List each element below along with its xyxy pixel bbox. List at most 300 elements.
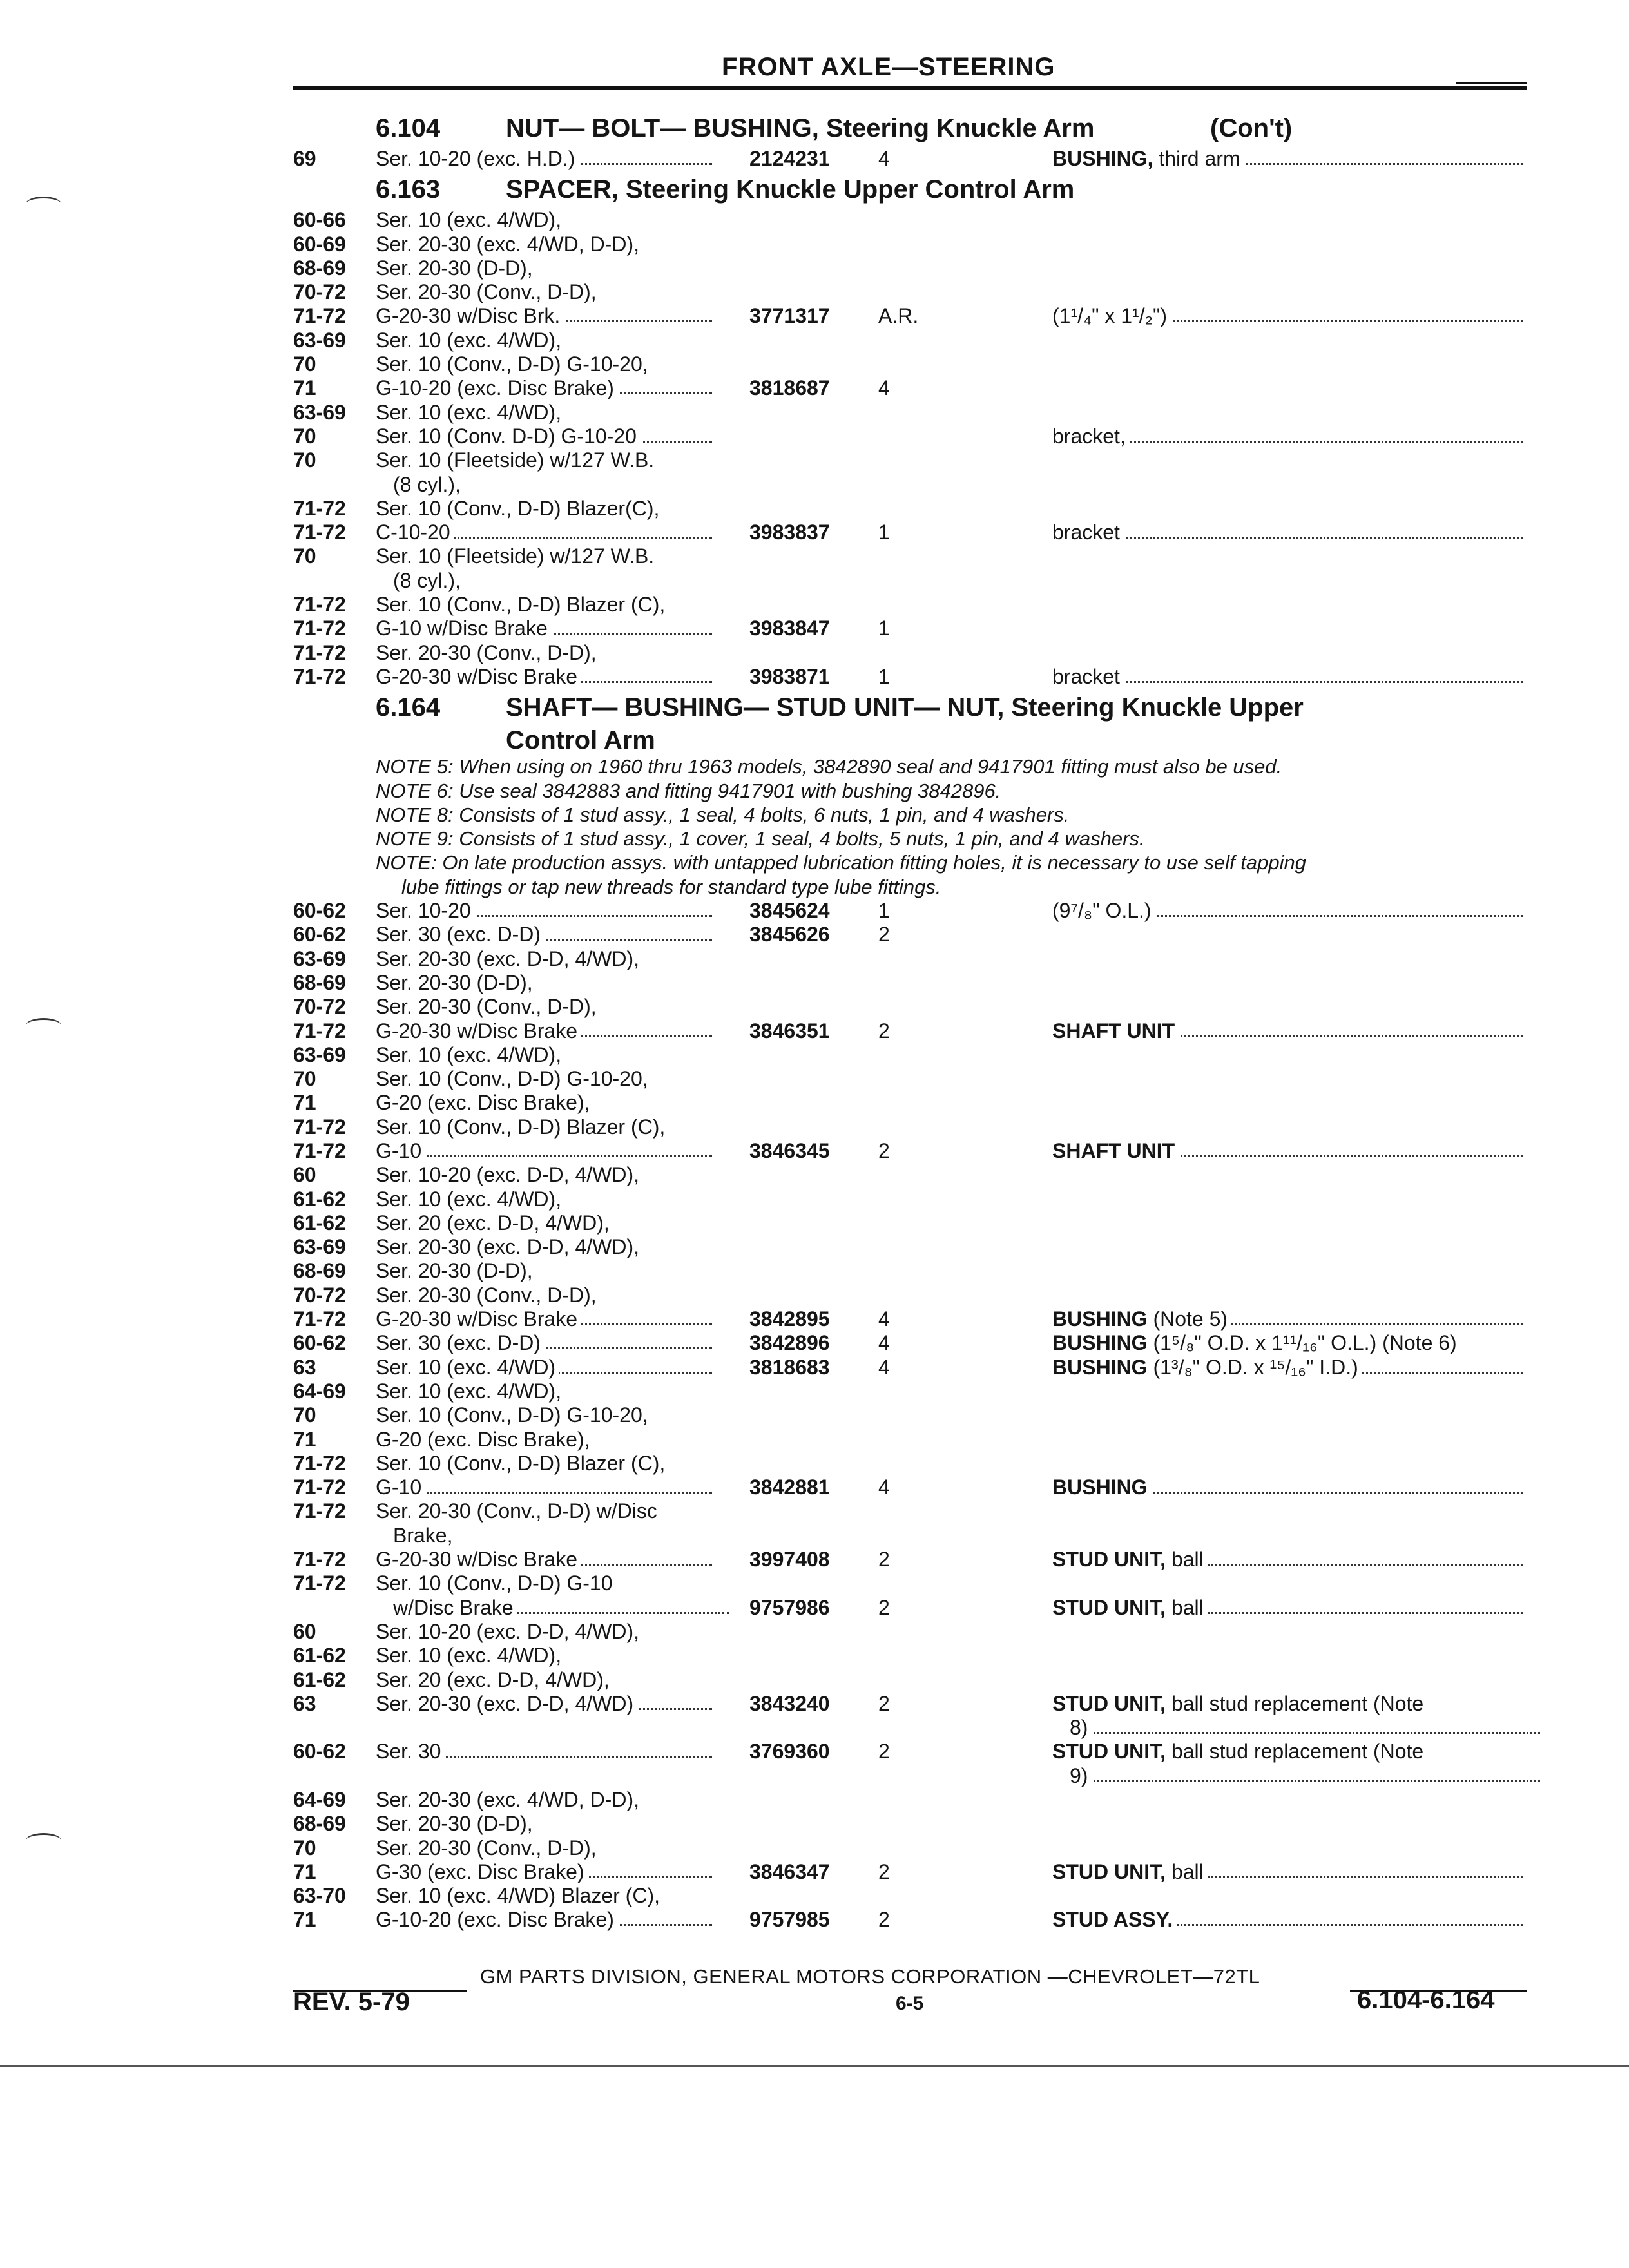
table-row [0, 473, 1629, 497]
part-description-text [1052, 1356, 1362, 1379]
part-detail: ball stud replacement (Note [1166, 1740, 1424, 1763]
part-description [1052, 1356, 1523, 1379]
application-description [376, 1860, 717, 1884]
section-heading [0, 689, 1629, 726]
table-row [0, 1356, 1629, 1379]
table-row [0, 899, 1629, 923]
application-text: Ser. 10 (Fleetside) w/127 W.B. [376, 448, 658, 472]
part-description [1052, 1860, 1523, 1884]
model-years: 70-72 [293, 280, 346, 304]
application-text: Ser. 10-20 (exc. D-D, 4/WD), [376, 1620, 643, 1643]
note-line [0, 850, 1629, 874]
part-description [1052, 665, 1523, 689]
application-description [376, 1908, 717, 1932]
punch-hole-mark [26, 1018, 61, 1033]
model-years: 64-69 [293, 1788, 346, 1811]
parts-list [0, 110, 1629, 1932]
table-row [0, 1187, 1629, 1211]
part-detail: (9⁷/₈" O.L.) [1052, 899, 1152, 923]
table-row [0, 1764, 1629, 1788]
table-row [0, 280, 1629, 304]
application-description [376, 448, 717, 472]
model-years: 68-69 [293, 1259, 346, 1283]
model-years: 70 [293, 424, 316, 448]
application-description [376, 1331, 717, 1355]
header-rule [293, 86, 1527, 90]
model-years: 71-72 [293, 1307, 346, 1331]
application-description [376, 1668, 717, 1692]
table-row [0, 1692, 1629, 1716]
part-description-text [1052, 1475, 1152, 1499]
application-text: Ser. 20-30 (D-D), [376, 256, 537, 280]
application-description [393, 569, 735, 593]
application-text: (8 cyl.), [393, 473, 465, 496]
application-description [376, 1259, 717, 1283]
application-text: Ser. 20-30 (Conv., D-D), [376, 641, 601, 664]
part-number: 3846345 [749, 1139, 830, 1162]
part-number: 9757985 [749, 1908, 830, 1932]
table-row [0, 1908, 1629, 1932]
application-text: Ser. 10 (exc. 4/WD), [376, 1187, 565, 1211]
application-text: G-20-30 w/Disc Brake [376, 1548, 581, 1571]
model-years: 71-72 [293, 1571, 346, 1595]
application-text: Ser. 10 (exc. 4/WD), [376, 1043, 565, 1066]
application-description [393, 1524, 735, 1548]
application-description [376, 1283, 717, 1307]
application-text: G-10 [376, 1139, 425, 1162]
table-row [0, 1379, 1629, 1403]
part-description-text [1052, 1860, 1208, 1883]
application-text: Ser. 10 (Conv. D-D) G-10-20 [376, 425, 641, 448]
model-years: 71-72 [293, 521, 346, 544]
table-row [0, 1524, 1629, 1548]
table-row [0, 1283, 1629, 1307]
quantity: 4 [878, 147, 890, 170]
model-years: 70 [293, 1067, 316, 1091]
part-number: 3771317 [749, 304, 830, 328]
part-detail: third arm [1153, 147, 1240, 170]
model-years: 60-62 [293, 899, 346, 923]
table-row [0, 544, 1629, 568]
application-description [376, 352, 717, 376]
model-years: 71-72 [293, 1115, 346, 1139]
table-row [0, 1211, 1629, 1235]
section-number: 6.163 [376, 175, 441, 204]
quantity: 2 [878, 1691, 890, 1715]
note-line [0, 827, 1629, 850]
model-years: 71 [293, 1091, 316, 1115]
part-description [1052, 899, 1523, 923]
part-description [1052, 1331, 1523, 1355]
part-description-text [1052, 1548, 1208, 1571]
quantity: 2 [878, 1019, 890, 1043]
part-name: BUSHING, [1052, 147, 1153, 170]
quantity: 4 [878, 1355, 890, 1379]
table-row [0, 1259, 1629, 1283]
note-text: NOTE 8: Consists of 1 stud assy., 1 seal, 4 bolts, 6 nuts, 1 pin, and 4 washers. [376, 803, 1070, 826]
note-line [0, 754, 1629, 778]
model-years: 71 [293, 1427, 316, 1451]
model-years: 71-72 [293, 593, 346, 617]
part-name: STUD UNIT, [1052, 1740, 1166, 1763]
part-description [1052, 1019, 1523, 1043]
application-description [376, 1644, 717, 1667]
quantity: 4 [878, 1475, 890, 1499]
application-description [376, 1499, 717, 1523]
application-text: Ser. 10 (Conv., D-D) Blazer (C), [376, 1115, 669, 1139]
model-years: 60 [293, 1619, 316, 1643]
part-detail: 8) [1070, 1716, 1088, 1740]
part-number: 3842896 [749, 1331, 830, 1355]
application-text: Ser. 20-30 (D-D), [376, 971, 537, 994]
model-years: 71 [293, 1908, 316, 1932]
part-detail: bracket [1052, 521, 1120, 544]
application-text: Ser. 10 (Conv., D-D) G-10 [376, 1571, 617, 1595]
table-row [0, 1620, 1629, 1644]
application-description [376, 376, 717, 400]
table-row [0, 1571, 1629, 1595]
application-text: Ser. 10 (Conv., D-D) G-10-20, [376, 1067, 652, 1090]
note-text: NOTE: On late production assys. with untapped lubrication fitting holes, it is necessary to use self tapping [376, 851, 1306, 874]
application-text: Ser. 10-20 (exc. H.D.) [376, 147, 579, 170]
application-description [376, 1019, 717, 1043]
model-years: 70 [293, 1836, 316, 1860]
part-detail: (1¹/₄" x 1¹/₂") [1052, 304, 1167, 328]
application-description [376, 1139, 717, 1163]
footer-page-number: 6-5 [896, 1993, 924, 2014]
application-description [376, 208, 717, 232]
model-years: 71-72 [293, 1499, 346, 1523]
part-description [1070, 1716, 1540, 1740]
table-row [0, 1668, 1629, 1692]
part-detail: (1⁵/₈" O.D. x 1¹¹/₁₆" O.L.) (Note 6) [1147, 1331, 1457, 1355]
model-years: 63-69 [293, 947, 346, 970]
table-row [0, 1091, 1629, 1115]
part-description [1052, 1139, 1523, 1163]
application-description [376, 1571, 717, 1595]
application-description [376, 593, 717, 617]
part-number: 3983871 [749, 664, 830, 688]
table-row [0, 1596, 1629, 1620]
application-description [376, 147, 717, 171]
part-description [1052, 1692, 1523, 1716]
quantity: 2 [878, 1740, 890, 1763]
application-text: G-10-20 (exc. Disc Brake) [376, 1908, 618, 1931]
part-description [1052, 1307, 1523, 1331]
part-description-text [1052, 1019, 1179, 1043]
table-row [0, 1403, 1629, 1427]
part-name: SHAFT UNIT [1052, 1019, 1175, 1043]
part-name: STUD UNIT, [1052, 1860, 1166, 1883]
quantity: 4 [878, 1331, 890, 1355]
section-title: SPACER, Steering Knuckle Upper Control Arm [506, 175, 1075, 204]
part-detail: (Note 5) [1147, 1307, 1228, 1331]
part-detail: 9) [1070, 1763, 1088, 1787]
application-text: Ser. 10 (Conv., D-D) G-10-20, [376, 1403, 652, 1427]
table-row [0, 1475, 1629, 1499]
application-description [376, 1091, 717, 1115]
quantity: 1 [878, 617, 890, 640]
application-text: Ser. 30 [376, 1740, 445, 1763]
footer-publisher: GM PARTS DIVISION, GENERAL MOTORS CORPORATION —CHEVROLET—72TL [480, 1965, 1260, 1988]
model-years: 68-69 [293, 1812, 346, 1836]
section-title: SHAFT— BUSHING— STUD UNIT— NUT, Steering Knuckle Upper [506, 693, 1304, 722]
model-years: 63-69 [293, 400, 346, 424]
application-text: Ser. 10 (exc. 4/WD) Blazer (C), [376, 1884, 664, 1907]
model-years: 61-62 [293, 1644, 346, 1667]
table-row [0, 1644, 1629, 1667]
application-description [376, 1187, 717, 1211]
part-number: 3842895 [749, 1307, 830, 1331]
part-name: STUD UNIT, [1052, 1691, 1166, 1715]
table-row [0, 233, 1629, 256]
part-name: BUSHING [1052, 1355, 1148, 1379]
application-text: Ser. 10 (exc. 4/WD), [376, 1644, 565, 1667]
section-heading [0, 171, 1629, 208]
part-description-text [1052, 1740, 1427, 1763]
part-name: BUSHING [1052, 1331, 1148, 1355]
table-row [0, 1307, 1629, 1331]
part-description-text [1070, 1716, 1092, 1739]
application-text: Ser. 10 (Conv., D-D) Blazer (C), [376, 1452, 669, 1475]
table-row [0, 1499, 1629, 1523]
header-rule-accent [1456, 82, 1527, 84]
model-years: 70 [293, 1403, 316, 1427]
table-row [0, 1716, 1629, 1740]
note-text: NOTE 9: Consists of 1 stud assy., 1 cover, 1 seal, 4 bolts, 5 nuts, 1 pin, and 4 washers. [376, 827, 1145, 850]
part-description-text [1052, 665, 1124, 688]
model-years: 64-69 [293, 1379, 346, 1403]
application-text: Ser. 20 (exc. D-D, 4/WD), [376, 1668, 613, 1691]
table-row [0, 995, 1629, 1019]
table-row [0, 1428, 1629, 1452]
application-text: w/Disc Brake [393, 1596, 517, 1619]
application-description [376, 1379, 717, 1403]
application-text: Brake, [393, 1524, 456, 1547]
model-years: 71-72 [293, 664, 346, 688]
part-name: STUD UNIT, [1052, 1595, 1166, 1619]
model-years: 60-62 [293, 1331, 346, 1355]
application-description [376, 425, 717, 448]
model-years: 70 [293, 448, 316, 472]
application-text: Ser. 20-30 (D-D), [376, 1259, 537, 1282]
model-years: 71 [293, 376, 316, 400]
model-years: 61-62 [293, 1211, 346, 1235]
model-years: 63 [293, 1355, 316, 1379]
model-years: 63 [293, 1691, 316, 1715]
table-row [0, 147, 1629, 171]
part-number: 9757986 [749, 1595, 830, 1619]
table-row [0, 1043, 1629, 1067]
application-description [376, 1620, 717, 1644]
part-detail: (1³/₈" O.D. x ¹⁵/₁₆" I.D.) [1147, 1355, 1358, 1379]
part-number: 3843240 [749, 1691, 830, 1715]
quantity: 2 [878, 923, 890, 947]
part-description-text [1052, 1692, 1427, 1715]
part-detail: bracket [1052, 664, 1120, 688]
application-description [376, 544, 717, 568]
part-number: 3818683 [749, 1355, 830, 1379]
application-text: Ser. 10 (exc. 4/WD), [376, 329, 565, 352]
application-description [376, 899, 717, 923]
scan-bottom-edge [0, 2065, 1629, 2067]
part-description-text [1052, 147, 1244, 170]
part-description-text [1052, 521, 1124, 544]
part-number: 3997408 [749, 1548, 830, 1571]
part-description [1052, 1740, 1523, 1763]
model-years: 69 [293, 147, 316, 170]
application-description [376, 1548, 717, 1571]
table-row [0, 1836, 1629, 1860]
part-description [1052, 425, 1523, 448]
model-years: 71-72 [293, 496, 346, 520]
part-name: SHAFT UNIT [1052, 1139, 1175, 1162]
quantity: 2 [878, 1860, 890, 1883]
model-years: 70 [293, 352, 316, 376]
part-description-text [1052, 304, 1171, 327]
application-description [376, 1163, 717, 1187]
page-header-title: FRONT AXLE—STEERING [722, 53, 1055, 81]
application-description [376, 1884, 717, 1908]
application-description [376, 280, 717, 304]
table-row [0, 1235, 1629, 1259]
part-number: 3842881 [749, 1475, 830, 1499]
table-row [0, 947, 1629, 971]
application-description [376, 233, 717, 256]
table-row [0, 665, 1629, 689]
part-number: 3846351 [749, 1019, 830, 1043]
model-years: 71-72 [293, 640, 346, 664]
application-text: G-20-30 w/Disc Brk. [376, 304, 564, 327]
model-years: 60-69 [293, 232, 346, 256]
application-description [376, 304, 717, 328]
model-years: 71-72 [293, 1548, 346, 1571]
application-description [376, 665, 717, 689]
application-description [376, 1428, 717, 1452]
application-text: Ser. 10-20 (exc. D-D, 4/WD), [376, 1163, 643, 1186]
application-description [376, 1403, 717, 1427]
application-description [376, 1067, 717, 1091]
section-number: 6.164 [376, 693, 441, 722]
table-row [0, 352, 1629, 376]
part-description-text [1052, 1908, 1177, 1931]
note-text: NOTE 6: Use seal 3842883 and fitting 9417901 with bushing 3842896. [376, 779, 1001, 802]
application-text: Ser. 10 (Conv., D-D) G-10-20, [376, 352, 652, 376]
application-description [376, 329, 717, 352]
part-number: 3818687 [749, 376, 830, 400]
quantity: 2 [878, 1908, 890, 1932]
part-description [1052, 1908, 1523, 1932]
part-number: 3983837 [749, 521, 830, 544]
model-years: 61-62 [293, 1187, 346, 1211]
quantity: A.R. [878, 304, 919, 328]
table-row [0, 1740, 1629, 1763]
application-text: Ser. 20-30 (exc. D-D, 4/WD) [376, 1692, 637, 1715]
quantity: 2 [878, 1548, 890, 1571]
model-years: 71-72 [293, 1139, 346, 1162]
application-text: G-10-20 (exc. Disc Brake) [376, 376, 618, 399]
footer-revision: REV. 5-79 [293, 1988, 410, 2016]
application-text: G-10 [376, 1475, 425, 1499]
model-years: 60-62 [293, 1740, 346, 1763]
application-text: Ser. 20-30 (exc. 4/WD, D-D), [376, 233, 643, 256]
part-description [1070, 1764, 1540, 1788]
quantity: 4 [878, 1307, 890, 1331]
part-detail: ball [1166, 1595, 1204, 1619]
application-text: Ser. 30 (exc. D-D) [376, 1331, 545, 1354]
application-text: G-20 (exc. Disc Brake), [376, 1428, 594, 1451]
model-years: 63-69 [293, 1235, 346, 1259]
table-row [0, 617, 1629, 640]
application-text: Ser. 20-30 (Conv., D-D), [376, 280, 601, 303]
model-years: 63-69 [293, 328, 346, 352]
table-row [0, 1860, 1629, 1884]
table-row [0, 401, 1629, 425]
application-text: G-30 (exc. Disc Brake) [376, 1860, 588, 1883]
model-years: 70-72 [293, 995, 346, 1019]
model-years: 71 [293, 1860, 316, 1883]
application-text: Ser. 20 (exc. D-D, 4/WD), [376, 1211, 613, 1235]
part-description [1052, 147, 1523, 171]
quantity: 1 [878, 899, 890, 923]
table-row [0, 329, 1629, 352]
application-text: G-20-30 w/Disc Brake [376, 1019, 581, 1043]
part-description-text [1070, 1764, 1092, 1787]
part-number: 3845624 [749, 899, 830, 923]
section-heading [0, 110, 1629, 147]
model-years: 71-72 [293, 617, 346, 640]
application-description [376, 641, 717, 665]
application-description [376, 1836, 717, 1860]
application-description [393, 473, 735, 497]
table-row [0, 376, 1629, 400]
table-row [0, 497, 1629, 521]
table-row [0, 569, 1629, 593]
part-name: BUSHING [1052, 1307, 1148, 1331]
application-text: Ser. 10 (Conv., D-D) Blazer(C), [376, 497, 663, 520]
table-row [0, 1019, 1629, 1043]
model-years: 63-69 [293, 1043, 346, 1066]
table-row [0, 923, 1629, 947]
application-description [376, 995, 717, 1019]
part-detail: ball [1166, 1860, 1204, 1883]
application-text: Ser. 10 (Conv., D-D) Blazer (C), [376, 593, 669, 616]
table-row [0, 1163, 1629, 1187]
application-description [376, 1115, 717, 1139]
model-years: 63-70 [293, 1884, 346, 1908]
part-number: 3983847 [749, 617, 830, 640]
table-row [0, 593, 1629, 617]
section-title: Control Arm [506, 726, 655, 755]
table-row [0, 1452, 1629, 1475]
table-row [0, 1139, 1629, 1163]
part-description [1052, 304, 1523, 328]
table-row [0, 1548, 1629, 1571]
note-line [0, 779, 1629, 803]
part-detail: bracket, [1052, 424, 1126, 448]
application-text: Ser. 10 (exc. 4/WD), [376, 1379, 565, 1403]
application-description [376, 1356, 717, 1379]
application-text: Ser. 20-30 (exc. D-D, 4/WD), [376, 947, 643, 970]
application-description [376, 256, 717, 280]
table-row [0, 448, 1629, 472]
note-text: NOTE 5: When using on 1960 thru 1963 models, 3842890 seal and 9417901 fitting must also be used. [376, 755, 1282, 778]
application-description [376, 521, 717, 544]
quantity: 1 [878, 521, 890, 544]
quantity: 1 [878, 664, 890, 688]
quantity: 2 [878, 1139, 890, 1162]
application-description [376, 971, 717, 995]
